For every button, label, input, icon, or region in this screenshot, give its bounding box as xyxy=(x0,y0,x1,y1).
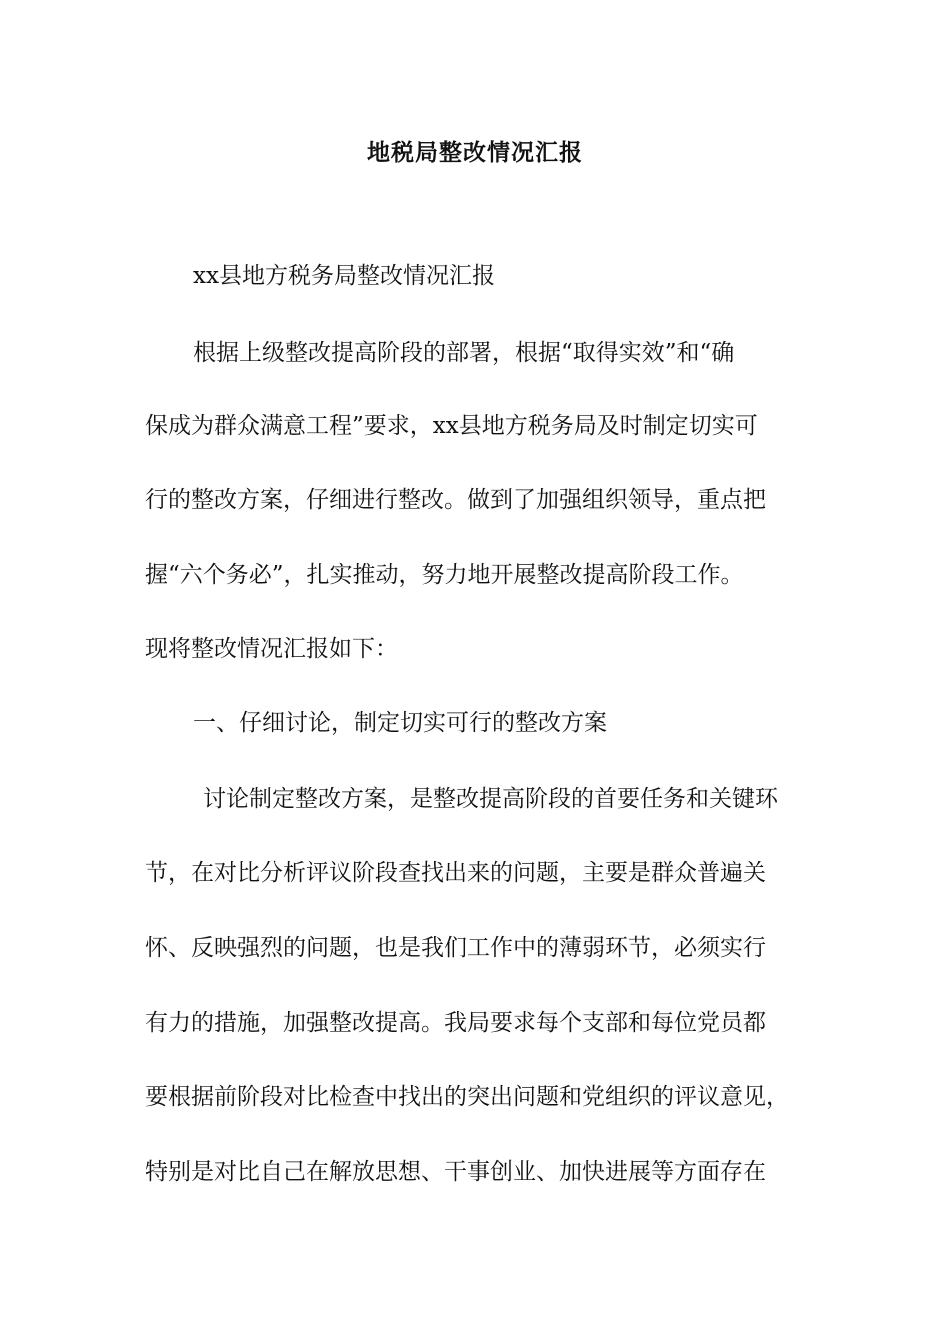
paragraph-line: 保成为群众满意工程”要求，xx县地方税务局及时制定切实可 xyxy=(145,413,758,439)
paragraph-line: 根据上级整改提高阶段的部署，根据“取得实效”和“确 xyxy=(193,340,735,366)
subtitle-line: xx县地方税务局整改情况汇报 xyxy=(193,263,495,289)
paragraph-line: 握“六个务必”，扎实推动，努力地开展整改提高阶段工作。 xyxy=(145,562,744,588)
paragraph-line: 现将整改情况汇报如下： xyxy=(145,636,398,662)
document-title: 地税局整改情况汇报 xyxy=(367,140,583,166)
section-heading: 一、仔细讨论，制定切实可行的整改方案 xyxy=(193,710,607,736)
paragraph-line: 节，在对比分析评议阶段查找出来的问题，主要是群众普遍关 xyxy=(145,860,766,886)
paragraph-line: 怀、反映强烈的问题，也是我们工作中的薄弱环节，必须实行 xyxy=(145,935,766,961)
paragraph-line: 行的整改方案，仔细进行整改。做到了加强组织领导，重点把 xyxy=(145,487,766,513)
paragraph-line: 要根据前阶段对比检查中找出的突出问题和党组织的评议意见， xyxy=(145,1084,789,1110)
paragraph-line: 有力的措施，加强整改提高。我局要求每个支部和每位党员都 xyxy=(145,1010,766,1036)
paragraph-line: 讨论制定整改方案，是整改提高阶段的首要任务和关键环 xyxy=(203,786,778,812)
paragraph-line: 特别是对比自己在解放思想、干事创业、加快进展等方面存在 xyxy=(145,1159,766,1185)
